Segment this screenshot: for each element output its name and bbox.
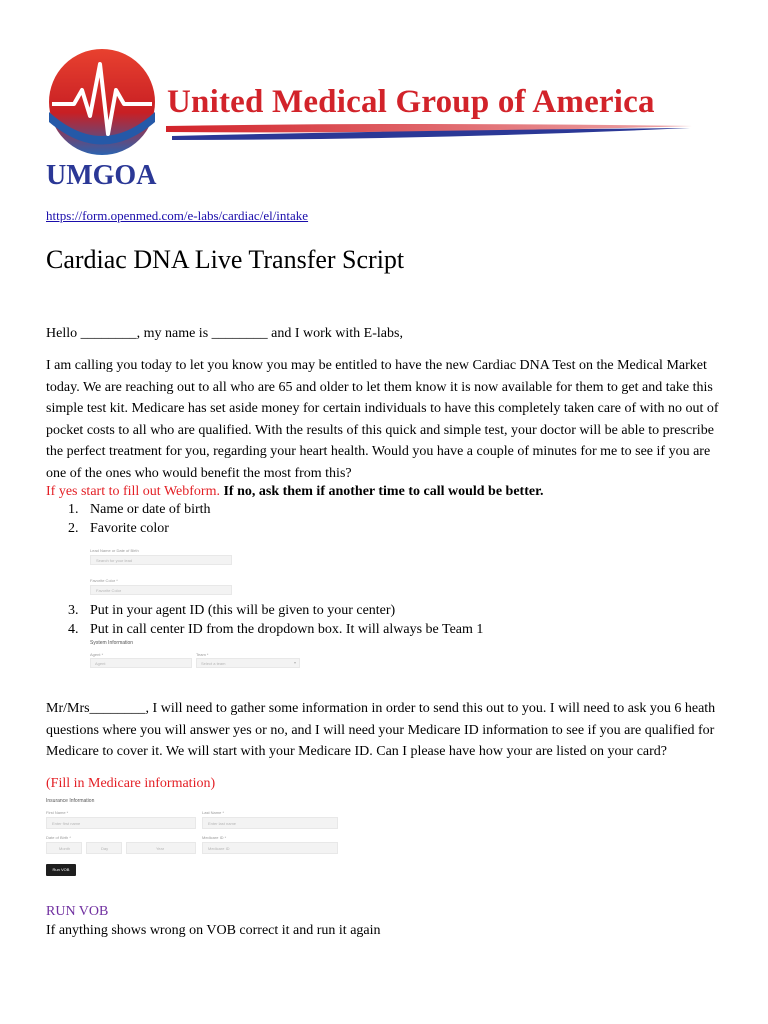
medicare-id-field	[202, 842, 338, 854]
form-heading: Insurance Information	[46, 798, 95, 804]
webform-screenshot-system	[88, 638, 302, 674]
chevron-down-icon: ▾	[293, 660, 296, 665]
field-placeholder: Medicare ID	[208, 846, 230, 851]
form-label: Date of Birth *	[46, 835, 71, 840]
form-label: Team *	[196, 652, 209, 657]
list-number: 3.	[68, 603, 79, 618]
list-item	[46, 519, 211, 538]
field-placeholder: Agent	[95, 661, 106, 666]
intro-paragraph: I am calling you today to let you know you may be entitled to have the new Cardiac DNA Test on the Medical Market today. We are reaching out to all who are 65 and older to let them know it is now available for them to get and take this simple test kit. Medicare has set aside money for certain individuals to have this completely taken care of with no out of pocket costs to all who are qualified. With the results of this quick and simple test, your doctor will be able to prescribe the perfect treatment for you, regarding your heart health. Would you have a couple of minutes for me to see if you are one of the ones who would benefit the most from this?	[46, 358, 719, 481]
field-placeholder: Year	[156, 846, 165, 851]
list-item	[46, 500, 211, 519]
run-vob-button: Run VOB	[46, 864, 76, 876]
medicare-paragraph: Mr/Mrs________, I will need to gather some information in order to send this out to you. I will need to ask you 6 heath questions where you will answer yes or no, and I will need your Medicare ID information to see if you are qualified for Medicare to cover it. We will start with your Medicare ID. Can I please have how your are listed on your card?	[46, 701, 716, 759]
steps-list-2	[46, 601, 483, 639]
list-text: Name or date of birth	[90, 502, 211, 517]
first-name-field	[46, 817, 196, 829]
no-instruction: If no, ask them if another time to call would be better.	[219, 484, 544, 499]
team-select	[196, 658, 300, 668]
yes-instruction: If yes start to fill out Webform.	[46, 484, 220, 499]
steps-list-1	[46, 500, 211, 538]
field-placeholder: Favorite Color	[96, 588, 122, 593]
list-number: 2.	[68, 521, 79, 536]
brand-name: United Medical Group of America	[167, 84, 655, 120]
field-placeholder: Month	[59, 846, 71, 851]
fill-medicare-instruction: (Fill in Medicare information)	[46, 776, 216, 791]
run-vob-heading: RUN VOB	[46, 904, 109, 919]
list-item	[46, 620, 483, 639]
field-placeholder: Day	[101, 846, 109, 851]
agent-field	[90, 658, 192, 668]
field-placeholder: Select a team	[201, 661, 226, 666]
list-text: Put in your agent ID (this will be given to your center)	[90, 603, 396, 618]
brand-abbreviation: UMGOA	[46, 160, 157, 191]
lead-search-field	[90, 555, 232, 565]
dob-month-field	[46, 842, 82, 854]
form-label: First Name *	[46, 810, 69, 815]
final-instruction: If anything shows wrong on VOB correct it and run it again	[46, 923, 381, 938]
favorite-color-field	[90, 585, 232, 595]
field-placeholder: Enter last name	[208, 821, 237, 826]
webform-screenshot-insurance	[44, 796, 340, 880]
last-name-field	[202, 817, 338, 829]
webform-screenshot-lead	[88, 540, 236, 600]
field-placeholder: Search for your lead	[96, 558, 133, 563]
list-text: Favorite color	[90, 521, 169, 536]
list-text: Put in call center ID from the dropdown box. It will always be Team 1	[90, 622, 484, 637]
form-label: Medicare ID *	[202, 835, 227, 840]
list-number: 4.	[68, 622, 79, 637]
field-placeholder: Enter first name	[52, 821, 81, 826]
form-label: Favorite Color *	[90, 578, 118, 583]
dob-year-field	[126, 842, 196, 854]
form-label: Last Name *	[202, 810, 225, 815]
greeting-line: Hello ________, my name is ________ and I work with E-labs,	[46, 326, 403, 341]
list-number: 1.	[68, 502, 79, 517]
webform-link[interactable]: https://form.openmed.com/e-labs/cardiac/el/intake	[46, 208, 309, 223]
form-heading: System Information	[90, 640, 134, 646]
form-label: Lead Name or Date of Birth	[90, 548, 139, 553]
list-item	[46, 601, 483, 620]
dob-day-field	[86, 842, 122, 854]
document-title: Cardiac DNA Live Transfer Script	[46, 245, 405, 274]
form-label: Agent *	[90, 652, 104, 657]
